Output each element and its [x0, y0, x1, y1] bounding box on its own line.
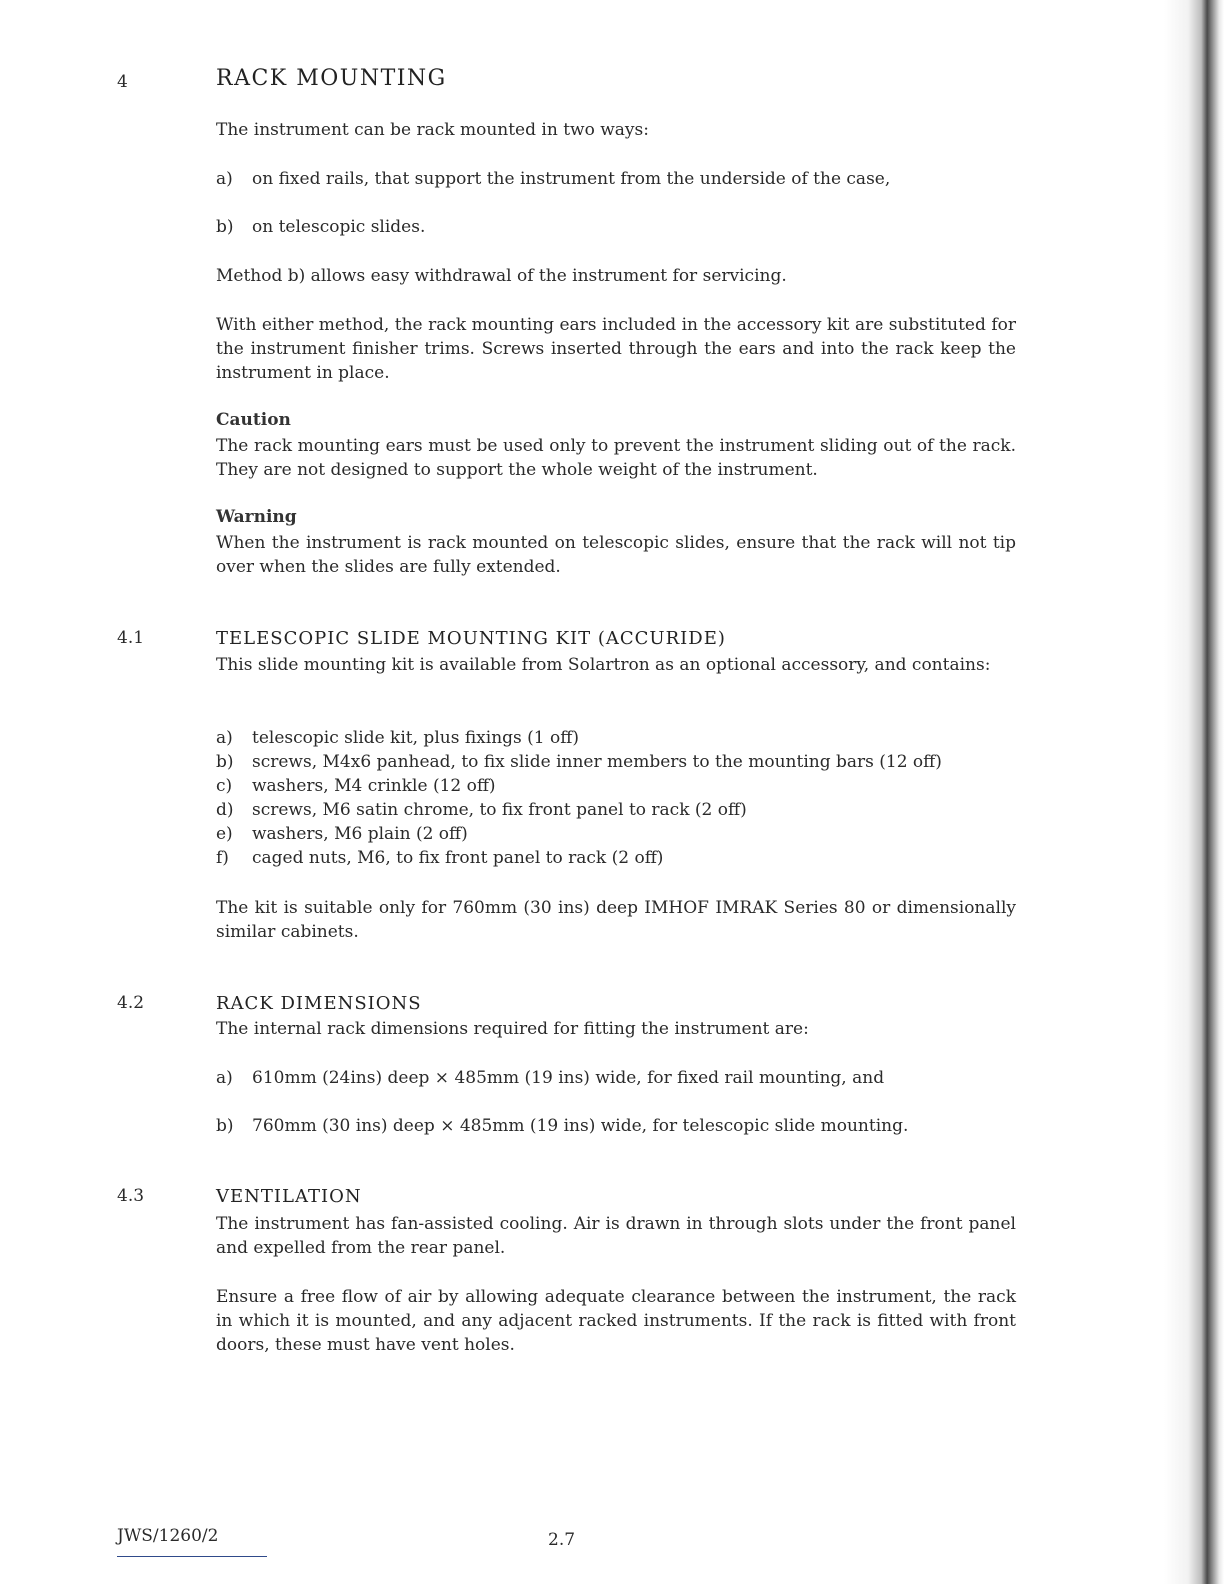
dimension-b-label: b): [216, 1116, 234, 1136]
kit-item-a: [216, 726, 1016, 750]
warning-text: When the instrument is rack mounted on telescopic slides, ensure that the rack will not tip over when the slides are fully extended.: [216, 533, 1016, 577]
kit-item-d: [216, 798, 1016, 822]
option-b: [216, 215, 1016, 239]
section-4-1-intro: This slide mounting kit is available from Solartron as an optional accessory, and contains:: [216, 655, 991, 675]
section-4-2-number: 4.2: [117, 993, 145, 1013]
section-4-2-intro: The internal rack dimensions required for fitting the instrument are:: [216, 1019, 809, 1039]
dimension-a: [216, 1066, 1016, 1090]
option-b-label: b): [216, 217, 234, 237]
document-reference: JWS/1260/2: [117, 1526, 219, 1546]
dimension-b: [216, 1114, 1016, 1138]
kit-item-d-text: screws, M6 satin chrome, to fix front panel to rack (2 off): [252, 800, 747, 820]
option-a: [216, 167, 1016, 191]
kit-item-e: [216, 822, 1016, 846]
kit-item-c-label: c): [216, 776, 233, 796]
ventilation-para-2: Ensure a free flow of air by allowing adequate clearance between the instrument, the rack in which it is mounted, and any adjacent racked instruments. If the rack is fitted with front doors, these must have vent holes.: [216, 1287, 1016, 1355]
option-b-text: on telescopic slides.: [252, 217, 426, 237]
kit-item-b-text: screws, M4x6 panhead, to fix slide inner members to the mounting bars (12 off): [252, 752, 942, 772]
kit-item-f-text: caged nuts, M6, to fix front panel to rack (2 off): [252, 848, 664, 868]
kit-item-b: [216, 750, 1016, 774]
method-note: Method b) allows easy withdrawal of the instrument for servicing.: [216, 266, 787, 286]
section-4-3-title: VENTILATION: [216, 1186, 362, 1207]
caution-text: The rack mounting ears must be used only to prevent the instrument sliding out of the rack. They are not designed to support the whole weight of the instrument.: [216, 436, 1016, 480]
caution-heading: Caution: [216, 410, 291, 430]
page-number: 2.7: [548, 1530, 576, 1550]
section-4-1-title: TELESCOPIC SLIDE MOUNTING KIT (ACCURIDE): [216, 628, 726, 649]
ears-note: With either method, the rack mounting ears included in the accessory kit are substituted for the instrument finisher trims. Screws inserted through the ears and into the rack keep the instrument in place.: [216, 315, 1016, 383]
warning-heading: Warning: [216, 507, 297, 527]
kit-item-d-label: d): [216, 800, 234, 820]
option-a-text: on fixed rails, that support the instrument from the underside of the case,: [252, 169, 891, 189]
kit-item-e-label: e): [216, 824, 233, 844]
dimension-b-text: 760mm (30 ins) deep × 485mm (19 ins) wide, for telescopic slide mounting.: [252, 1116, 909, 1136]
dimension-a-label: a): [216, 1068, 233, 1088]
kit-item-f-label: f): [216, 848, 229, 868]
ventilation-para-1: The instrument has fan-assisted cooling. Air is drawn in through slots under the front panel and expelled from the rear panel.: [216, 1214, 1016, 1258]
section-4-intro: The instrument can be rack mounted in two ways:: [216, 120, 649, 140]
scan-edge-shadow: [1164, 0, 1224, 1584]
kit-item-a-text: telescopic slide kit, plus fixings (1 off): [252, 728, 579, 748]
dimension-a-text: 610mm (24ins) deep × 485mm (19 ins) wide, for fixed rail mounting, and: [252, 1068, 885, 1088]
kit-item-f: [216, 846, 1016, 870]
section-4-number: 4: [117, 72, 128, 92]
kit-item-e-text: washers, M6 plain (2 off): [252, 824, 468, 844]
section-4-3-number: 4.3: [117, 1186, 145, 1206]
footer-rule: [117, 1556, 267, 1557]
kit-item-c: [216, 774, 1016, 798]
kit-item-a-label: a): [216, 728, 233, 748]
section-4-1-number: 4.1: [117, 628, 145, 648]
kit-note: The kit is suitable only for 760mm (30 ins) deep IMHOF IMRAK Series 80 or dimensionally similar cabinets.: [216, 898, 1016, 942]
section-4-title: RACK MOUNTING: [216, 66, 447, 91]
kit-item-b-label: b): [216, 752, 234, 772]
section-4-2-title: RACK DIMENSIONS: [216, 993, 422, 1014]
option-a-label: a): [216, 169, 233, 189]
kit-item-c-text: washers, M4 crinkle (12 off): [252, 776, 496, 796]
